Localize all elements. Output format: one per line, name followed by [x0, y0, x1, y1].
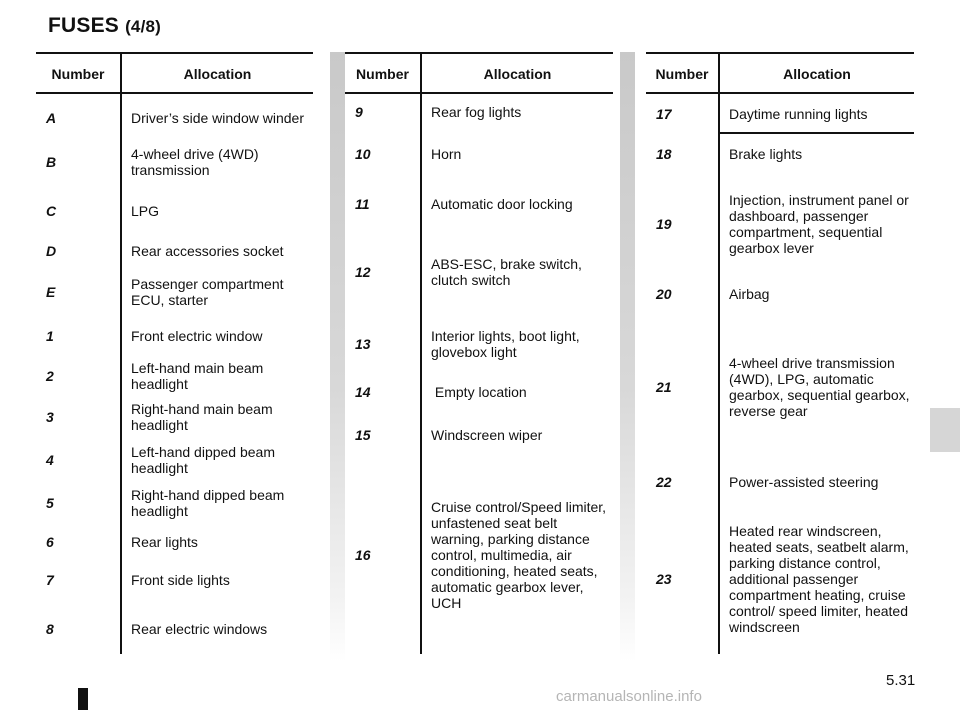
page-number: 5.31	[886, 672, 916, 689]
fuse-allocation: LPG	[131, 203, 160, 219]
table-row	[656, 96, 914, 134]
fuse-allocation: Rear accessories socket	[131, 243, 284, 259]
table-row	[345, 419, 613, 451]
fuse-allocation: Brake lights	[729, 146, 803, 162]
column-divider-gutter	[330, 52, 345, 662]
table-row	[646, 138, 914, 170]
fuse-number: 4	[46, 452, 54, 468]
header-number: Number	[356, 66, 409, 82]
fuse-number: 15	[355, 427, 371, 443]
table-row	[36, 140, 313, 184]
fuse-allocation: Rear electric windows	[131, 621, 268, 637]
fuse-allocation: Passenger compartment ECU, starter	[131, 276, 284, 308]
fuse-number: 10	[355, 146, 371, 162]
fuse-number: 16	[355, 547, 371, 563]
fuse-number: 13	[355, 336, 371, 352]
fuse-allocation: 4-wheel drive transmission (4WD), LPG, automatic gearbox, sequential gearbox, reverse gear	[729, 355, 910, 419]
fuse-allocation: ABS-ESC, brake switch, clutch switch	[431, 256, 582, 288]
fuse-allocation: Daytime running lights	[729, 106, 868, 122]
table-row	[36, 316, 313, 356]
table-row	[646, 466, 914, 498]
table-row	[646, 188, 914, 260]
table-row	[36, 438, 313, 482]
table-header	[345, 54, 613, 94]
table-row	[36, 190, 313, 232]
title-text: FUSES	[48, 14, 120, 37]
header-number: Number	[655, 66, 709, 82]
header-allocation: Allocation	[183, 66, 252, 82]
fuse-allocation: Right-hand dipped beam headlight	[131, 487, 285, 519]
page-title	[48, 14, 161, 38]
fuse-allocation: Windscreen wiper	[431, 427, 543, 443]
fuse-number: 6	[46, 534, 54, 550]
fuse-table-column-2	[345, 52, 613, 654]
table-row	[646, 278, 914, 310]
table-row	[345, 250, 613, 294]
fuse-allocation: Empty location	[431, 384, 527, 400]
fuse-allocation: Heated rear windscreen, heated seats, seatbelt alarm, parking distance control, additional passenger compartment heating, cruise control/ speed limiter, heated windscreen	[729, 523, 909, 635]
corner-mark	[78, 688, 88, 710]
fuse-number: 8	[46, 621, 54, 637]
fuse-allocation: Front electric window	[131, 328, 263, 344]
fuse-allocation: Power-assisted steering	[729, 474, 879, 490]
fuse-number: E	[46, 284, 56, 300]
fuse-allocation: Airbag	[729, 286, 770, 302]
fuse-number: D	[46, 243, 57, 259]
table-row	[345, 376, 613, 408]
table-row	[345, 138, 613, 170]
fuse-number: 22	[656, 474, 672, 490]
table-row	[36, 522, 313, 562]
fuse-number: 20	[656, 286, 672, 302]
table-row	[36, 481, 313, 525]
fuse-number: 14	[355, 384, 371, 400]
fuse-number: B	[46, 154, 57, 170]
table-row	[345, 322, 613, 366]
fuse-number: 9	[355, 104, 363, 120]
table-row	[36, 396, 313, 438]
fuse-number: 5	[46, 495, 54, 511]
watermark-text: carmanualsonline.info	[556, 688, 702, 705]
fuse-allocation: Interior lights, boot light, glovebox light	[431, 328, 580, 360]
fuse-number: 23	[656, 571, 672, 587]
fuse-number: 1	[46, 328, 54, 344]
header-allocation: Allocation	[483, 66, 552, 82]
fuse-number: C	[46, 203, 57, 219]
fuse-number: 11	[355, 196, 370, 212]
fuse-allocation: Automatic door locking	[431, 196, 573, 212]
fuse-table-column-3	[646, 52, 914, 654]
fuse-number: 19	[656, 216, 672, 232]
fuse-allocation: Driver’s side window winder	[131, 110, 304, 126]
header-allocation: Allocation	[783, 66, 851, 82]
fuse-number: 12	[355, 264, 371, 280]
table-row	[345, 188, 613, 220]
table-row	[36, 96, 313, 140]
fuse-number: 17	[656, 106, 672, 122]
fuse-number: A	[46, 110, 57, 126]
fuse-table-column-1	[36, 52, 313, 654]
fuse-allocation: Left-hand dipped beam headlight	[131, 444, 275, 476]
fuse-allocation: Rear lights	[131, 534, 198, 550]
fuse-allocation: 4-wheel drive (4WD) transmission	[131, 146, 259, 178]
fuse-number: 18	[656, 146, 672, 162]
table-row	[36, 608, 313, 650]
table-header	[36, 54, 313, 94]
column-divider-gutter	[620, 52, 635, 662]
table-row	[646, 510, 914, 648]
fuse-allocation: Rear fog lights	[431, 104, 522, 120]
fuse-allocation: Front side lights	[131, 572, 230, 588]
table-row	[36, 560, 313, 600]
chapter-side-tab	[930, 408, 960, 452]
fuse-allocation: Right-hand main beam headlight	[131, 401, 273, 433]
fuse-number: 7	[46, 572, 54, 588]
fuse-allocation: Cruise control/Speed limiter, unfastened seat belt warning, parking distance control, multimedia, air conditioning, heated seats, automatic gearbox lever, UCH	[431, 499, 607, 611]
table-row	[36, 270, 313, 314]
fuse-allocation: Horn	[431, 146, 462, 162]
table-row	[646, 348, 914, 426]
header-number: Number	[51, 66, 105, 82]
table-header	[646, 54, 914, 94]
fuse-allocation: Left-hand main beam headlight	[131, 360, 264, 392]
fuse-number: 21	[656, 379, 672, 395]
fuse-number: 2	[46, 368, 54, 384]
title-subtitle: (4/8)	[125, 17, 162, 36]
table-row	[36, 230, 313, 272]
fuse-allocation: Injection, instrument panel or dashboard, passenger compartment, sequential gearbox lever	[729, 192, 909, 256]
table-row	[345, 96, 613, 128]
fuse-number: 3	[46, 409, 54, 425]
table-row	[36, 354, 313, 398]
table-row	[345, 482, 613, 628]
